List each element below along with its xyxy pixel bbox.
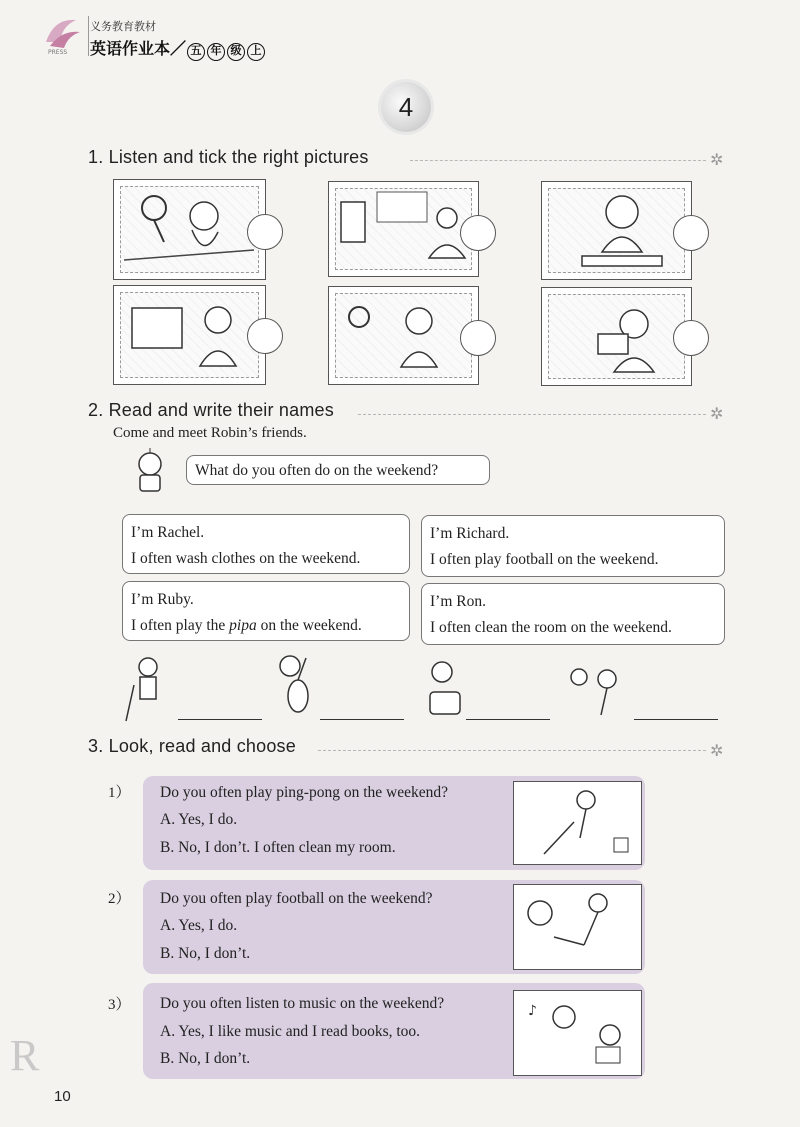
tick-circle-5[interactable] [460, 320, 496, 356]
friend-activity: I often play the pipa on the weekend. [131, 617, 362, 634]
friend-card-ron [421, 583, 725, 645]
question-number-2: 2） [108, 891, 131, 907]
friend-intro: I’m Ruby. [131, 591, 194, 608]
figure-football-icon [565, 665, 631, 723]
option-a-3[interactable]: A. Yes, I like music and I read books, too. [160, 1023, 421, 1040]
section3-dotted-rule [318, 750, 706, 751]
question-image-3 [513, 990, 642, 1076]
question-image-1 [513, 781, 642, 865]
question-image-2 [513, 884, 642, 970]
picture-do-homework [541, 181, 692, 280]
svg-text:♪: ♪ [528, 1003, 537, 1019]
picture-use-computer [113, 285, 266, 385]
tick-circle-2[interactable] [460, 215, 496, 251]
friend-activity: I often play football on the weekend. [430, 551, 659, 568]
name-answer-line-1[interactable] [178, 719, 262, 720]
question-bubble: What do you often do on the weekend? [186, 455, 490, 485]
friend-card-richard [421, 515, 725, 577]
book-title-text: 英语作业本／ [90, 41, 187, 58]
section2-intro: Come and meet Robin’s friends. [113, 425, 307, 441]
section3-title: 3. Look, read and choose [88, 736, 296, 756]
question-text-1: Do you often play ping-pong on the weekend? [160, 784, 448, 801]
option-b-2[interactable]: B. No, I don’t. [160, 945, 251, 962]
option-a-2[interactable]: A. Yes, I do. [160, 917, 238, 934]
friend-activity: I often clean the room on the weekend. [430, 619, 672, 636]
publisher-logo-icon [40, 12, 84, 56]
question-text-3: Do you often listen to music on the weekend? [160, 995, 445, 1012]
page-number: 10 [54, 1088, 71, 1105]
figure-washing-icon [418, 658, 468, 724]
grade-char-3: 级 [227, 43, 245, 61]
unit-number-badge: 4 [381, 82, 431, 132]
friend-intro: I’m Richard. [430, 525, 510, 542]
friend-card-ruby [122, 581, 410, 641]
question-number-1: 1） [108, 785, 131, 801]
corner-decoration-letter: R [10, 1031, 40, 1080]
tick-circle-6[interactable] [673, 320, 709, 356]
picture-read-books [541, 287, 692, 386]
name-answer-line-4[interactable] [634, 719, 718, 720]
grade-char-4: 上 [247, 43, 265, 61]
section1-star-icon: ✲ [710, 152, 724, 169]
friend-intro: I’m Rachel. [131, 524, 205, 541]
option-b-1[interactable]: B. No, I don’t. I often clean my room. [160, 839, 396, 856]
option-b-3[interactable]: B. No, I don’t. [160, 1050, 251, 1067]
friend-intro: I’m Ron. [430, 593, 486, 610]
figure-sweeping-icon [120, 655, 170, 725]
section3-star-icon: ✲ [710, 743, 724, 760]
friend-activity: I often wash clothes on the weekend. [131, 550, 361, 567]
name-answer-line-2[interactable] [320, 719, 404, 720]
name-answer-line-3[interactable] [466, 719, 550, 720]
tick-circle-3[interactable] [673, 215, 709, 251]
picture-ping-pong-2 [328, 286, 479, 385]
grade-char-1: 五 [187, 43, 205, 61]
picture-ping-pong [113, 179, 266, 280]
pipa-word: pipa [229, 617, 257, 634]
section2-dotted-rule [358, 414, 706, 415]
section2-title: 2. Read and write their names [88, 400, 334, 420]
book-title [90, 36, 266, 61]
section1-dotted-rule [410, 160, 706, 161]
page-header [40, 12, 300, 62]
picture-watch-tv [328, 181, 479, 277]
svg-text:PRESS: PRESS [48, 49, 68, 56]
question-number-3: 3） [108, 997, 131, 1013]
header-divider [88, 16, 89, 56]
friend-card-rachel [122, 514, 410, 574]
section2-star-icon: ✲ [710, 406, 724, 423]
option-a-1[interactable]: A. Yes, I do. [160, 811, 238, 828]
question-text-2: Do you often play football on the weekend? [160, 890, 433, 907]
series-label: 义务教育教材 [90, 21, 156, 33]
grade-char-2: 年 [207, 43, 225, 61]
figure-pipa-icon [268, 652, 318, 724]
tick-circle-4[interactable] [247, 318, 283, 354]
tick-circle-1[interactable] [247, 214, 283, 250]
section1-title: 1. Listen and tick the right pictures [88, 147, 369, 167]
robot-robin-icon [120, 448, 180, 498]
